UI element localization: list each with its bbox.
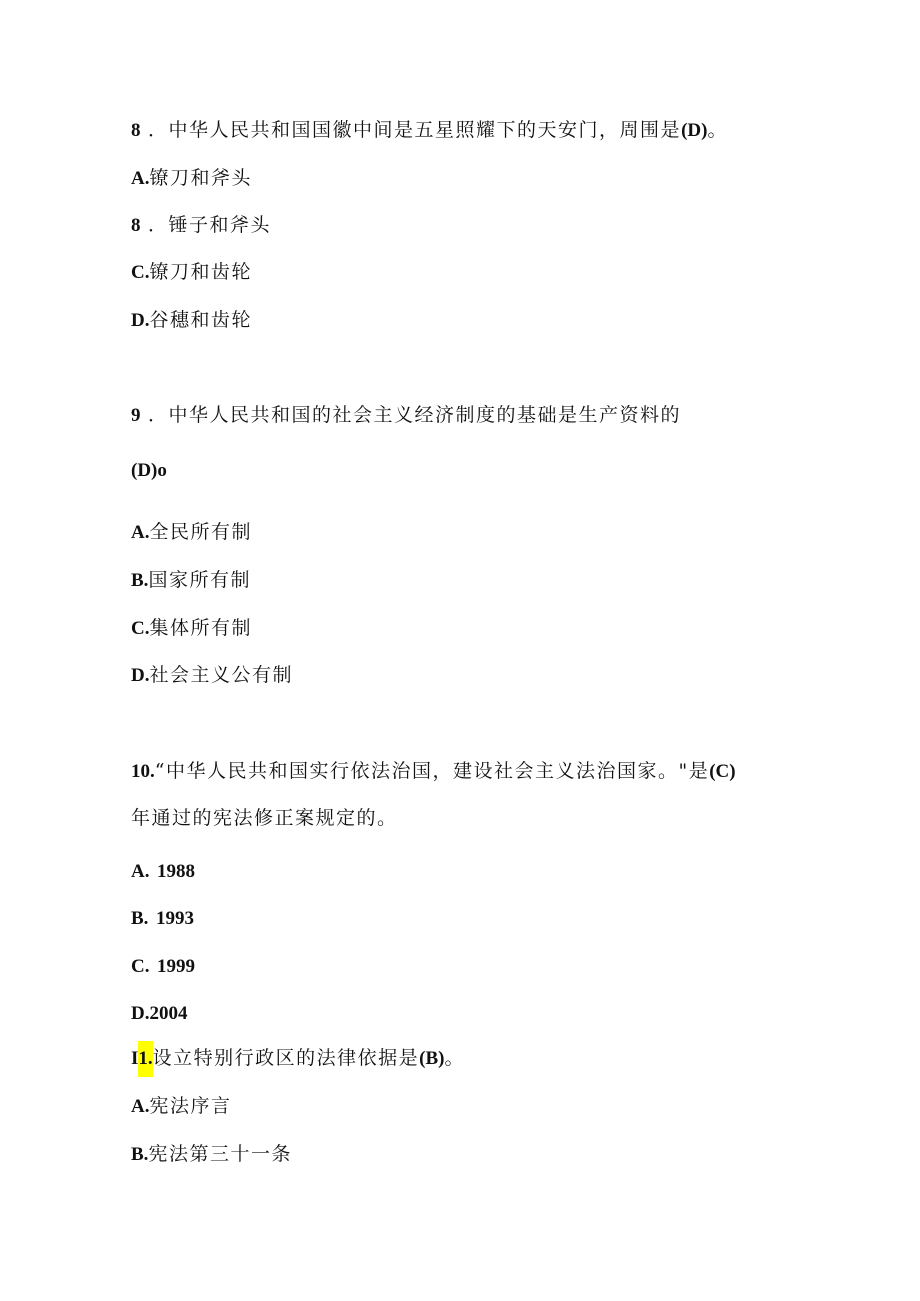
question-8-option-c (131, 260, 252, 285)
question-10-number: 10. (131, 761, 155, 782)
option-label: B. (131, 1144, 149, 1165)
question-11-stem (131, 1046, 465, 1071)
option-label: A. (131, 168, 150, 189)
question-10-option-a (131, 859, 195, 884)
option-text: 社会主义公有制 (149, 664, 293, 686)
question-8-end: 。 (707, 119, 728, 141)
option-text: 全民所有制 (149, 521, 252, 543)
option-text: 2004 (149, 1003, 188, 1024)
option-label: 8 (131, 215, 141, 236)
question-9-stem (131, 403, 681, 428)
question-9-option-c (131, 616, 252, 641)
question-8-option-b (131, 213, 271, 238)
question-11-answer: (B) (419, 1048, 445, 1069)
question-10-option-d (131, 1001, 187, 1026)
option-label: D. (131, 1003, 150, 1024)
option-label: C. (131, 262, 150, 283)
question-8-option-d (131, 308, 252, 333)
option-text: 镣刀和斧头 (149, 167, 252, 189)
option-text: 谷穗和齿轮 (149, 309, 252, 331)
question-10-stem-line2 (131, 806, 398, 830)
question-10-option-b (131, 906, 194, 931)
option-text: ．锤子和斧头 (148, 214, 272, 236)
question-10-text: “中华人民共和国实行依法治国，建设社会主义法治国家。"是 (154, 760, 710, 782)
question-10-option-c (131, 954, 195, 979)
option-text: 宪法第三十一条 (148, 1143, 292, 1165)
question-9-number: 9 (131, 405, 141, 426)
option-text: 1993 (155, 908, 194, 929)
question-11-end: 。 (444, 1047, 466, 1069)
question-11-number-prefix: I (131, 1048, 139, 1069)
option-label: A. (131, 1096, 150, 1117)
option-text: 1999 (157, 956, 196, 977)
option-label: B. (131, 908, 149, 929)
question-11-option-b (131, 1142, 292, 1167)
option-text: 宪法序言 (149, 1095, 232, 1117)
option-label: D. (131, 310, 150, 331)
option-label: B. (131, 570, 149, 591)
question-10-stem (131, 759, 736, 784)
question-9-text: ．中华人民共和国的社会主义经济制度的基础是生产资料的 (148, 404, 682, 426)
option-text: 国家所有制 (148, 569, 251, 591)
option-label: A. (131, 861, 150, 882)
option-label: C. (131, 956, 150, 977)
question-11-option-a (131, 1094, 232, 1119)
question-10-answer: (C) (709, 761, 736, 782)
option-label: C. (131, 618, 150, 639)
question-9-answer-line (131, 458, 167, 483)
question-8-number: 8 (131, 120, 141, 141)
question-8-answer: (D) (681, 120, 708, 141)
question-9-option-b (131, 568, 251, 593)
question-10-text-continued: 年通过的宪法修正案规定的。 (131, 807, 398, 829)
question-8-text: ．中华人民共和国国徽中间是五星照耀下的天安门，周围是 (148, 119, 682, 141)
question-11-text: 设立特别行政区的法律依据是 (152, 1047, 420, 1069)
option-text: 集体所有制 (149, 617, 252, 639)
option-label: D. (131, 665, 150, 686)
question-9-option-a (131, 520, 252, 545)
question-8-stem (131, 118, 728, 143)
question-8-option-a (131, 166, 252, 191)
option-text: 镣刀和齿轮 (149, 261, 252, 283)
question-9-option-d (131, 663, 293, 688)
question-9-answer: (D)o (131, 460, 167, 481)
question-11-number-highlight: 1. (138, 1041, 152, 1077)
option-label: A. (131, 522, 150, 543)
option-text: 1988 (157, 861, 196, 882)
